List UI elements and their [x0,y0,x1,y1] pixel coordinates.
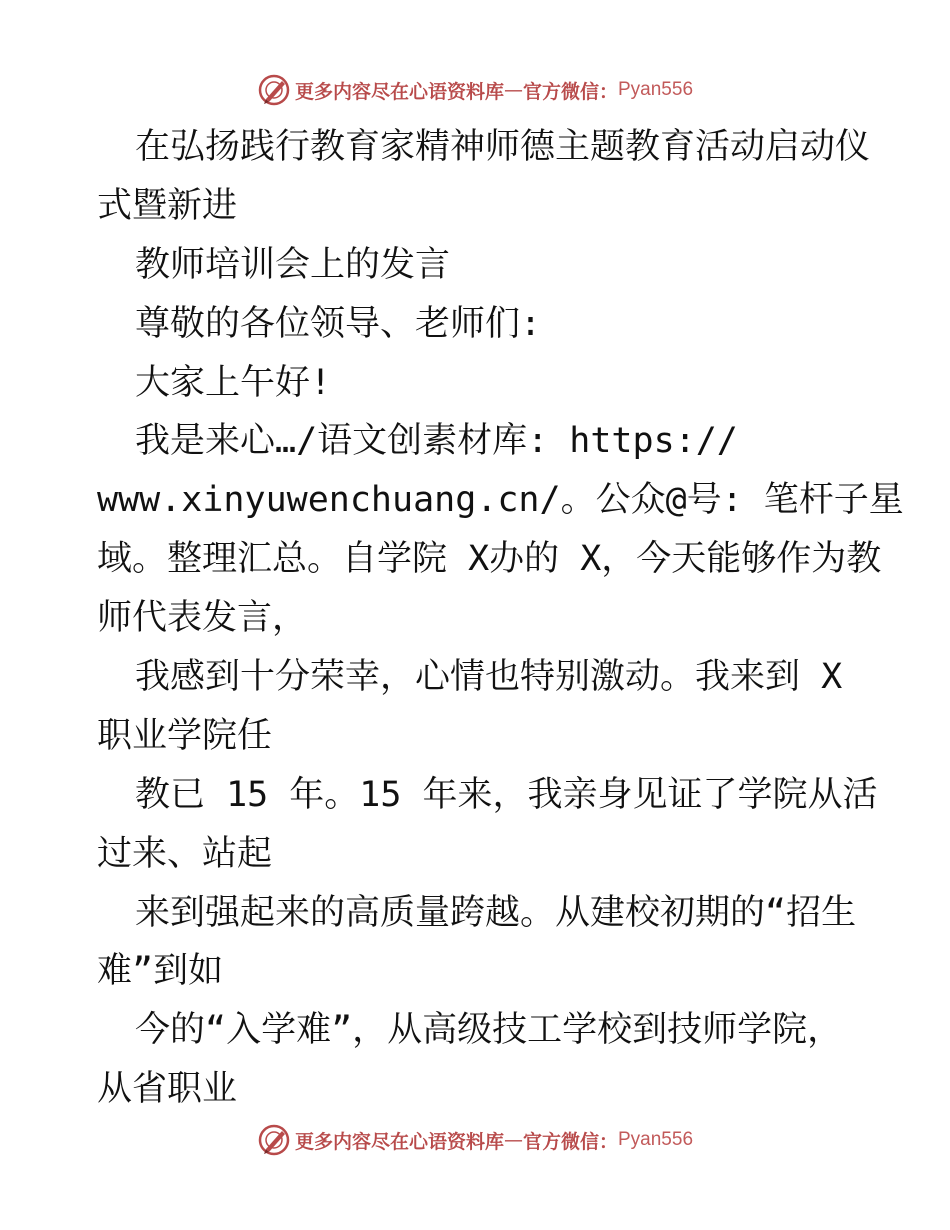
pen-logo-icon [257,73,291,107]
text-line: 尊敬的各位领导、老师们: [135,303,542,344]
text-line: 过来、站起 [97,833,273,874]
text-line: 今的“入学难”，从高级技工学校到技师学院， [135,1010,843,1051]
text-line: 职业学院任 [97,715,273,756]
text-line: 来到强起来的高质量跨越。从建校初期的“招生 [135,892,857,933]
banner-dash: — [503,79,523,101]
text-line: 师代表发言， [97,598,308,639]
banner-wechat-label: 官方微信： [522,80,618,103]
document-body [97,118,904,1119]
text-line: 教已 15 年。15 年来，我亲身见证了学院从活 [135,774,878,815]
text-line: 域。整理汇总。自学院 X办的 X，今天能够作为教 [97,539,882,580]
text-line: 大家上午好! [135,362,332,403]
header-banner [0,70,950,110]
text-line: 式暨新进 [97,185,238,226]
pen-logo-icon [257,1123,291,1157]
text-line: 在弘扬践行教育家精神师德主题教育活动启动仪 [135,127,871,167]
banner-text: 更多内容尽在心语资料库 [294,1130,504,1153]
banner-wechat-label: 官方微信： [522,1130,618,1153]
footer-banner [0,1120,950,1160]
banner-wechat-id: Pyan556 [618,79,694,100]
text-line: 我感到十分荣幸，心情也特别激动。我来到 X [135,657,843,698]
text-line: 教师培训会上的发言 [135,244,451,285]
text-line: www.xinyuwenchuang.cn/。公众@号: 笔杆子星 [97,480,904,521]
banner-text: 更多内容尽在心语资料库 [294,80,504,103]
text-line: 从省职业 [97,1069,238,1110]
banner-dash: — [503,1129,523,1151]
banner-wechat-id: Pyan556 [618,1129,694,1150]
text-line: 我是来心…/语文创素材库: https:// [135,421,738,462]
text-line: 难”到如 [97,951,224,992]
